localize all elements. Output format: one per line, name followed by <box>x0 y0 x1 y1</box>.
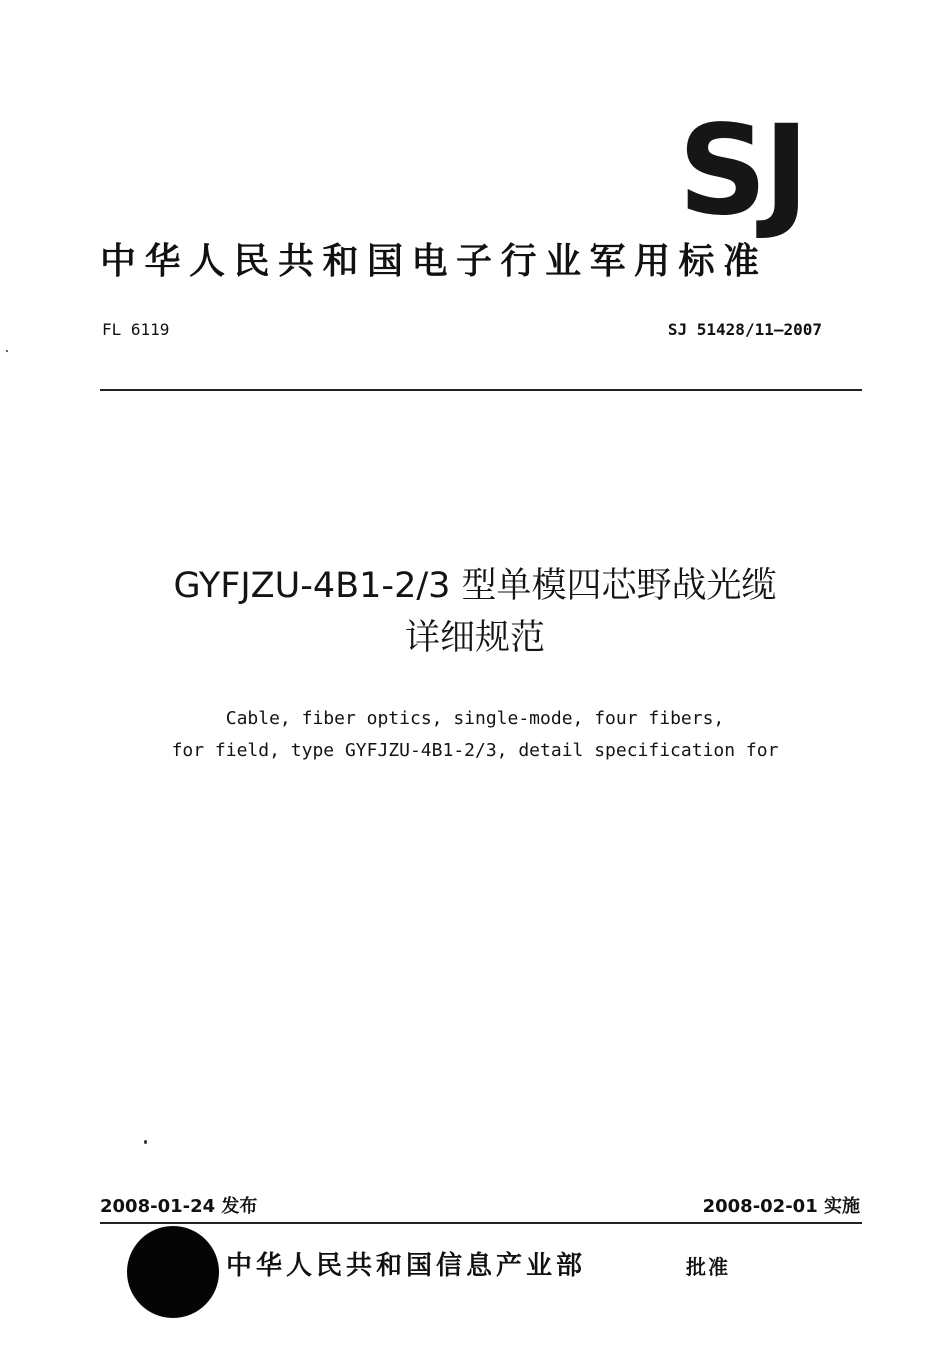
top-rule <box>100 389 862 391</box>
title-cn-line-1: GYFJZU-4B1-2/3 型单模四芯野战光缆 <box>173 566 777 606</box>
classification-code: FL 6119 <box>102 320 170 339</box>
standard-type-title: 中华人民共和国电子行业军用标准 <box>100 241 768 282</box>
title-en-line-2: for field, type GYFJZU-4B1-2/3, detail specification for <box>171 740 779 761</box>
issuing-authority: 中华人民共和国信息产业部 <box>226 1251 587 1281</box>
standard-number: SJ 51428/11—2007 <box>667 320 822 339</box>
scan-speck <box>6 350 8 352</box>
title-cn-line-2: 详细规范 <box>404 618 545 658</box>
issue-date: 2008-01-24 发布 <box>100 1196 258 1217</box>
document-title-en <box>0 703 950 767</box>
scan-speck <box>144 1140 147 1144</box>
sj-logo: SJ <box>678 99 806 243</box>
title-en-line-1: Cable, fiber optics, single-mode, four fibers, <box>225 708 725 729</box>
seal-dot <box>127 1226 219 1318</box>
approval-label: 批准 <box>686 1255 730 1279</box>
bottom-rule <box>100 1222 862 1224</box>
implementation-date: 2008-02-01 实施 <box>702 1196 860 1217</box>
document-title-cn <box>0 560 950 664</box>
